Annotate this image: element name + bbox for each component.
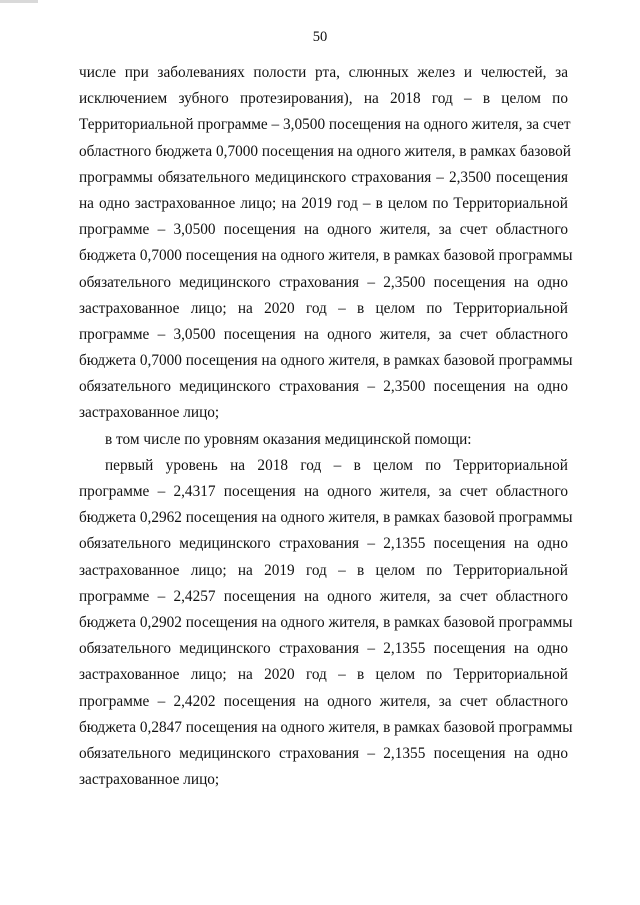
text-line: застрахованное лицо; на 2019 год – в целом по Территориальной bbox=[79, 561, 568, 579]
text-line: застрахованное лицо; на 2020 год – в целом по Территориальной bbox=[79, 666, 568, 684]
text-line: застрахованное лицо; bbox=[79, 771, 220, 789]
text-line: обязательного медицинского страхования – 2,3500 посещения на одно bbox=[79, 273, 568, 291]
text-line: бюджета 0,7000 посещения на одного жителя, в рамках базовой программы bbox=[79, 352, 573, 370]
text-line: программе – 3,0500 посещения на одного жителя, за счет областного bbox=[79, 325, 568, 343]
text-line: программе – 2,4317 посещения на одного жителя, за счет областного bbox=[79, 483, 568, 500]
text-line: программы обязательного медицинского страхования – 2,3500 посещения bbox=[79, 168, 568, 186]
text-line: программе – 3,0500 посещения на одного жителя, за счет областного bbox=[79, 221, 568, 239]
scan-corner-mark bbox=[0, 0, 38, 3]
text-line: исключением зубного протезирования), на 2018 год – в целом по bbox=[79, 90, 568, 108]
text-line: бюджета 0,2902 посещения на одного жителя, в рамках базовой программы bbox=[79, 613, 573, 631]
text-line: обязательного медицинского страхования – 2,1355 посещения на одно bbox=[79, 744, 568, 762]
text-line: числе при заболеваниях полости рта, слюнных желез и челюстей, за bbox=[79, 64, 568, 81]
text-line: на одно застрахованное лицо; на 2019 год – в целом по Территориальной bbox=[79, 194, 568, 212]
text-line: застрахованное лицо; на 2020 год – в целом по Территориальной bbox=[79, 299, 568, 317]
text-line: Территориальной программе – 3,0500 посещения на одного жителя, за счет bbox=[79, 116, 571, 134]
text-line: обязательного медицинского страхования – 2,1355 посещения на одно bbox=[79, 535, 568, 553]
text-line: бюджета 0,7000 посещения на одного жителя, в рамках базовой программы bbox=[79, 247, 573, 265]
text-line: первый уровень на 2018 год – в целом по Территориальной bbox=[105, 456, 568, 474]
text-line: застрахованное лицо; bbox=[79, 404, 220, 422]
text-line: обязательного медицинского страхования – 2,1355 посещения на одно bbox=[79, 640, 568, 658]
text-line: в том числе по уровням оказания медицинской помощи: bbox=[105, 430, 472, 448]
text-line: программе – 2,4257 посещения на одного жителя, за счет областного bbox=[79, 587, 568, 605]
page-number: 50 bbox=[312, 29, 328, 45]
text-line: бюджета 0,2847 посещения на одного жителя, в рамках базовой программы bbox=[79, 718, 573, 736]
text-line: программе – 2,4202 посещения на одного жителя, за счет областного bbox=[79, 692, 568, 710]
body-text bbox=[79, 60, 573, 793]
text-line: бюджета 0,2962 посещения на одного жителя, в рамках базовой программы bbox=[79, 509, 573, 527]
text-line: областного бюджета 0,7000 посещения на одного жителя, в рамках базовой bbox=[79, 142, 571, 160]
text-line: обязательного медицинского страхования – 2,3500 посещения на одно bbox=[79, 378, 568, 396]
